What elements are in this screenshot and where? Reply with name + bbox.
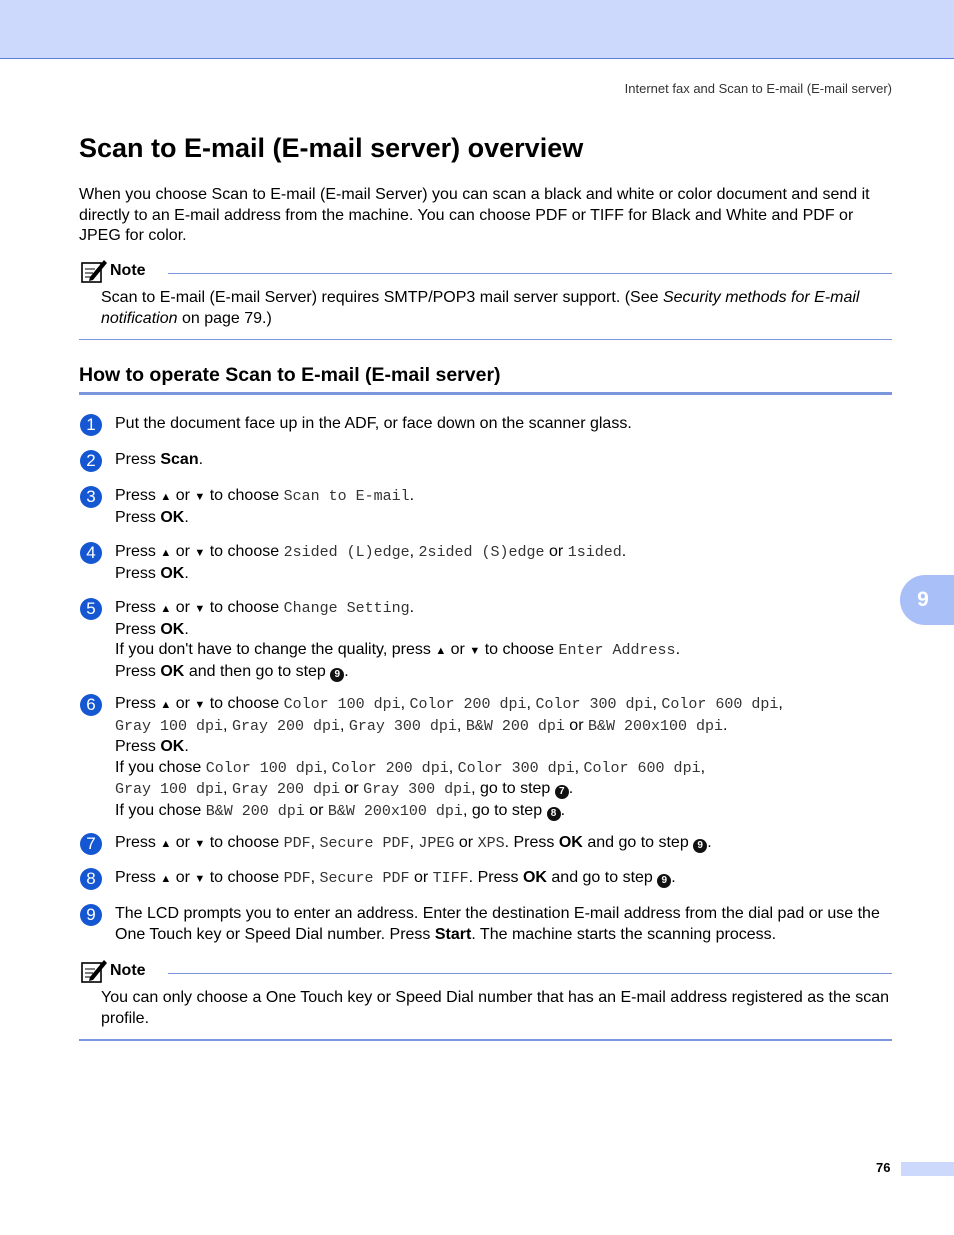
step-text: The LCD prompts you to enter an address. Enter the destination E-mail address from the dial pad or use the One Touch key or Speed Dial number. Press Start. The machine starts the scanning process.: [115, 905, 880, 943]
step-text: Press ▲ or ▼ to choose Change Setting. Press OK. If you don't have to change the quality, press ▲ or ▼ to choose Enter Address. Press OK and then go to step 9 .: [115, 599, 681, 680]
down-arrow-icon: ▼: [194, 547, 206, 559]
note-box: [79, 262, 892, 340]
note-header: [79, 962, 892, 984]
chapter-tab: 9: [900, 575, 954, 625]
note-text: You can only choose a One Touch key or Speed Dial number that has an E-mail address registered as the scan profile.: [101, 989, 890, 1027]
up-arrow-icon: ▲: [160, 699, 172, 711]
step-9: [80, 904, 892, 945]
note-icon: [80, 258, 108, 284]
step-number-badge: 4: [80, 542, 102, 564]
down-arrow-icon: ▼: [194, 838, 206, 850]
down-arrow-icon: ▼: [194, 491, 206, 503]
page-title: Scan to E-mail (E-mail server) overview: [79, 133, 584, 163]
up-arrow-icon: ▲: [160, 838, 172, 850]
note-divider: [79, 339, 892, 340]
down-arrow-icon: ▼: [469, 645, 481, 657]
running-header: Internet fax and Scan to E-mail (E-mail server): [624, 81, 892, 96]
step-reference: 7: [555, 785, 569, 799]
down-arrow-icon: ▼: [194, 699, 206, 711]
down-arrow-icon: ▼: [194, 603, 206, 615]
step-4: [80, 542, 892, 584]
intro-paragraph: When you choose Scan to E-mail (E-mail Server) you can scan a black and white or color document and send it directly to an E-mail address from the machine. You can choose PDF or TIFF for Black and White and PDF or JPEG for color.: [79, 186, 870, 244]
step-reference: 9: [693, 839, 707, 853]
step-reference: 8: [547, 807, 561, 821]
up-arrow-icon: ▲: [435, 645, 447, 657]
step-text: Press ▲ or ▼ to choose PDF, Secure PDF or TIFF. Press OK and go to step 9 .: [115, 869, 676, 887]
step-text: Press ▲ or ▼ to choose 2sided (L)edge, 2sided (S)edge or 1sided. Press OK.: [115, 543, 627, 582]
step-reference: 9: [657, 874, 671, 888]
step-5: [80, 598, 892, 682]
down-arrow-icon: ▼: [194, 873, 206, 885]
step-text: Press ▲ or ▼ to choose Color 100 dpi, Color 200 dpi, Color 300 dpi, Color 600 dpi, Gray 100 dpi, Gray 200 dpi, Gray 300 dpi, B&W 200 dpi or B&W 200x100 dpi. Press OK. If you chose Color 100 dpi, Color 200 dpi, Color 300 dpi, Color 600 dpi, Gray 100 dpi, Gray 200 dpi or Gray 300 dpi, go to step 7 . If you chose B&W 200 dpi or B&W 200x100 dpi, go to step 8 .: [115, 695, 783, 820]
step-number-badge: 2: [80, 450, 102, 472]
step-number-badge: 3: [80, 486, 102, 508]
step-text: Press ▲ or ▼ to choose PDF, Secure PDF, JPEG or XPS. Press OK and go to step 9 .: [115, 834, 712, 852]
step-text: Press ▲ or ▼ to choose Scan to E-mail. Press OK.: [115, 487, 415, 526]
footer-band: [901, 1162, 954, 1176]
note-divider: [79, 1039, 892, 1041]
step-number-badge: 6: [80, 694, 102, 716]
step-number-badge: 9: [80, 904, 102, 926]
note-rule: [168, 973, 892, 974]
up-arrow-icon: ▲: [160, 873, 172, 885]
note-label: Note: [110, 962, 146, 979]
note-box: [79, 962, 892, 1041]
step-2: [80, 450, 892, 471]
step-text: Put the document face up in the ADF, or face down on the scanner glass.: [115, 415, 632, 432]
cross-reference-link[interactable]: Security methods for E-mail notification: [101, 289, 860, 327]
page-number: 76: [876, 1160, 891, 1175]
step-6: [80, 694, 892, 822]
step-3: [80, 486, 892, 528]
step-number-badge: 1: [80, 414, 102, 436]
up-arrow-icon: ▲: [160, 603, 172, 615]
note-rule: [168, 273, 892, 274]
step-text: Press Scan.: [115, 451, 204, 468]
note-header: [79, 262, 892, 284]
step-number-badge: 8: [80, 868, 102, 890]
step-reference: 9: [330, 668, 344, 682]
note-icon: [80, 958, 108, 984]
step-8: [80, 868, 892, 890]
step-7: [80, 833, 892, 855]
step-number-badge: 5: [80, 598, 102, 620]
note-text: Scan to E-mail (E-mail Server) requires SMTP/POP3 mail server support. (See Security methods for E-mail notification on page 79.): [101, 289, 860, 327]
section-title: How to operate Scan to E-mail (E-mail server): [79, 364, 892, 395]
step-1: [80, 414, 892, 435]
step-number-badge: 7: [80, 833, 102, 855]
top-header-band: [0, 0, 954, 59]
up-arrow-icon: ▲: [160, 491, 172, 503]
up-arrow-icon: ▲: [160, 547, 172, 559]
note-label: Note: [110, 262, 146, 279]
